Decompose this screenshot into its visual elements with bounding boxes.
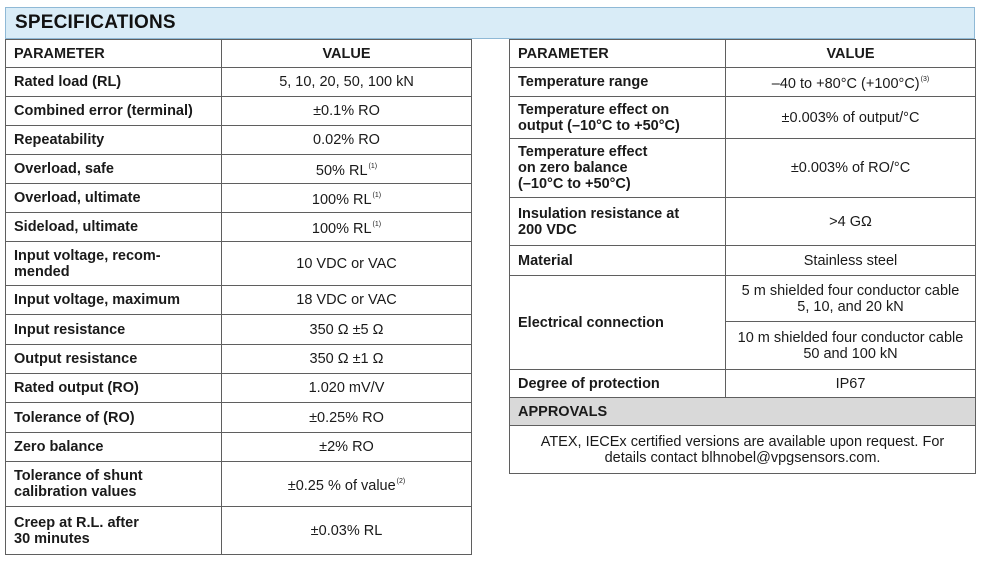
table-row bbox=[510, 370, 976, 398]
value-cell bbox=[222, 184, 472, 213]
footnote-marker: (2) bbox=[396, 478, 406, 485]
approvals-text: ATEX, IECEx certified versions are available upon request. For details contact blhnobel@vpgsensors.com. bbox=[510, 426, 976, 474]
parameter-cell: Input voltage, recom- mended bbox=[6, 242, 222, 286]
parameter-cell: Output resistance bbox=[6, 345, 222, 374]
specifications-banner bbox=[5, 7, 975, 39]
value-cell bbox=[726, 68, 976, 97]
table-row bbox=[6, 433, 472, 462]
table-row bbox=[6, 97, 472, 126]
value-text: 350 Ω ±1 Ω bbox=[309, 351, 384, 367]
value-cell: 5 m shielded four conductor cable 5, 10, and 20 kN bbox=[726, 276, 976, 322]
footnote-marker: (1) bbox=[372, 192, 382, 199]
table-row bbox=[510, 139, 976, 198]
parameter-cell: Combined error (terminal) bbox=[6, 97, 222, 126]
table-row bbox=[510, 97, 976, 139]
parameter-cell: Input resistance bbox=[6, 315, 222, 345]
table-row bbox=[6, 184, 472, 213]
value-text: 10 VDC or VAC bbox=[296, 255, 397, 272]
value-text: –40 to +80°C (+100°C) bbox=[771, 76, 920, 92]
parameter-cell: Overload, ultimate bbox=[6, 184, 222, 213]
value-cell: Stainless steel bbox=[726, 246, 976, 276]
value-text: 50% RL bbox=[315, 163, 368, 179]
value-cell bbox=[222, 97, 472, 126]
parameter-cell: Electrical connection bbox=[510, 276, 726, 370]
table-row bbox=[510, 276, 976, 322]
value-cell bbox=[222, 315, 472, 345]
parameter-column-header: PARAMETER bbox=[510, 40, 726, 68]
parameter-cell: Creep at R.L. after 30 minutes bbox=[6, 507, 222, 555]
value-cell bbox=[222, 507, 472, 555]
parameter-cell: Overload, safe bbox=[6, 155, 222, 184]
value-cell bbox=[222, 126, 472, 155]
page-title: SPECIFICATIONS bbox=[15, 12, 176, 33]
parameter-cell: Rated output (RO) bbox=[6, 374, 222, 403]
parameter-cell: Temperature effect on zero balance (–10°C to +50°C) bbox=[510, 139, 726, 198]
value-cell bbox=[222, 374, 472, 403]
approvals-row bbox=[510, 426, 976, 474]
table-row bbox=[6, 374, 472, 403]
table-row bbox=[510, 68, 976, 97]
table-row bbox=[6, 213, 472, 242]
value-text: ±2% RO bbox=[319, 439, 374, 455]
value-text: ±0.03% RL bbox=[310, 522, 383, 539]
value-cell bbox=[222, 345, 472, 374]
right-table-header-row bbox=[510, 40, 976, 68]
table-row bbox=[6, 315, 472, 345]
table-row bbox=[6, 242, 472, 286]
value-text: ±0.1% RO bbox=[313, 103, 380, 119]
value-cell: 10 m shielded four conductor cable 50 and 100 kN bbox=[726, 322, 976, 370]
approvals-header-row bbox=[510, 398, 976, 426]
table-row bbox=[6, 286, 472, 315]
value-text: 0.02% RO bbox=[313, 132, 380, 148]
approvals-title: APPROVALS bbox=[510, 398, 976, 426]
value-cell: >4 GΩ bbox=[726, 198, 976, 246]
table-row bbox=[6, 345, 472, 374]
table-row bbox=[6, 68, 472, 97]
parameter-cell: Insulation resistance at 200 VDC bbox=[510, 198, 726, 246]
value-cell bbox=[222, 286, 472, 315]
value-cell: IP67 bbox=[726, 370, 976, 398]
value-cell bbox=[222, 433, 472, 462]
value-column-header: VALUE bbox=[222, 40, 472, 68]
parameter-cell: Degree of protection bbox=[510, 370, 726, 398]
left-spec-table bbox=[5, 39, 472, 555]
table-row bbox=[6, 507, 472, 555]
right-spec-table bbox=[509, 39, 976, 474]
footnote-marker: (1) bbox=[372, 221, 382, 228]
value-cell: ±0.003% of output/°C bbox=[726, 97, 976, 139]
parameter-cell: Temperature effect on output (–10°C to +50°C) bbox=[510, 97, 726, 139]
footnote-marker: (3) bbox=[920, 76, 930, 83]
value-text: ±0.25% RO bbox=[309, 409, 384, 426]
value-cell bbox=[222, 462, 472, 507]
value-cell bbox=[222, 403, 472, 433]
value-cell bbox=[222, 242, 472, 286]
parameter-cell: Tolerance of shunt calibration values bbox=[6, 462, 222, 507]
value-column-header: VALUE bbox=[726, 40, 976, 68]
value-cell: ±0.003% of RO/°C bbox=[726, 139, 976, 198]
value-text: 18 VDC or VAC bbox=[296, 292, 397, 308]
table-row bbox=[6, 403, 472, 433]
parameter-cell: Repeatability bbox=[6, 126, 222, 155]
parameter-column-header: PARAMETER bbox=[6, 40, 222, 68]
parameter-cell: Material bbox=[510, 246, 726, 276]
parameter-cell: Tolerance of (RO) bbox=[6, 403, 222, 433]
footnote-marker: (1) bbox=[368, 163, 378, 170]
value-cell bbox=[222, 68, 472, 97]
parameter-cell: Zero balance bbox=[6, 433, 222, 462]
value-text: ±0.25 % of value bbox=[287, 478, 396, 494]
parameter-cell: Rated load (RL) bbox=[6, 68, 222, 97]
value-cell bbox=[222, 213, 472, 242]
table-row bbox=[510, 198, 976, 246]
value-text: 5, 10, 20, 50, 100 kN bbox=[279, 74, 414, 90]
table-row bbox=[510, 246, 976, 276]
table-row bbox=[6, 126, 472, 155]
left-table-header-row bbox=[6, 40, 472, 68]
value-text: 350 Ω ±5 Ω bbox=[309, 321, 384, 338]
table-row bbox=[6, 155, 472, 184]
value-text: 100% RL bbox=[311, 221, 372, 237]
value-text: 100% RL bbox=[311, 192, 372, 208]
table-row bbox=[6, 462, 472, 507]
parameter-cell: Temperature range bbox=[510, 68, 726, 97]
value-cell bbox=[222, 155, 472, 184]
parameter-cell: Input voltage, maximum bbox=[6, 286, 222, 315]
parameter-cell: Sideload, ultimate bbox=[6, 213, 222, 242]
value-text: 1.020 mV/V bbox=[308, 380, 385, 396]
